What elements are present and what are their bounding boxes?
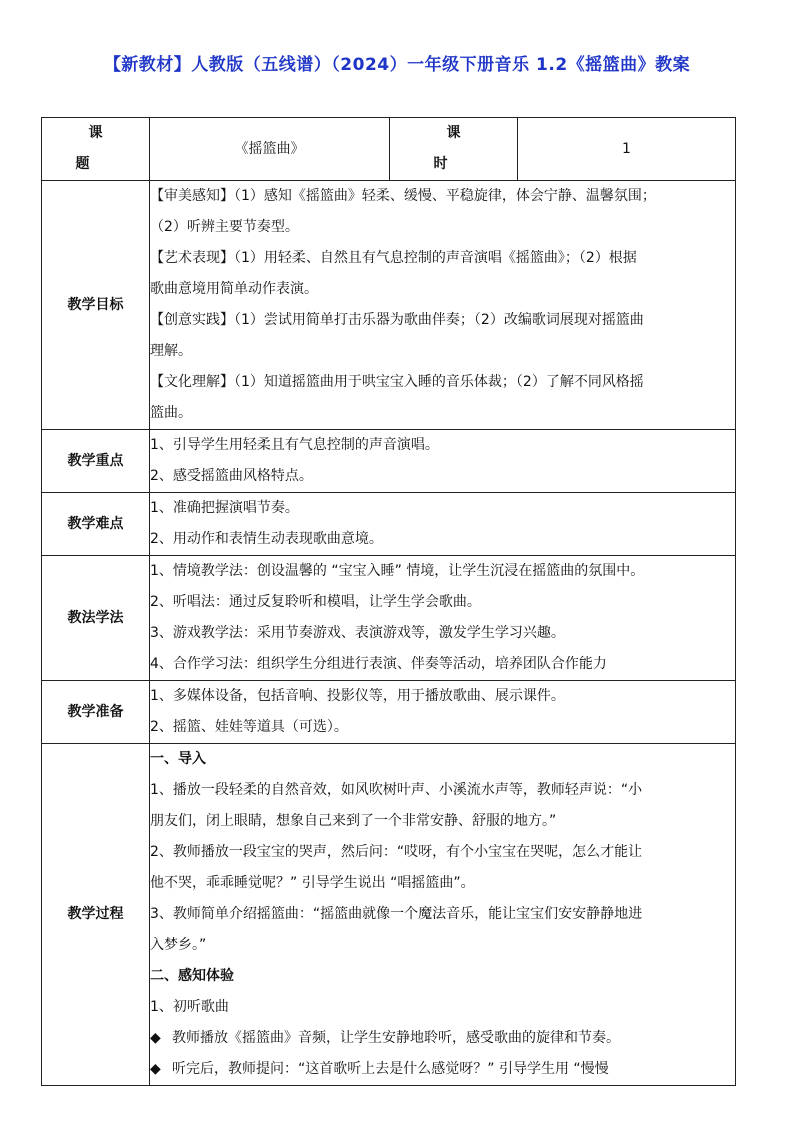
objectives-content <box>150 181 736 430</box>
process-label: 教学过程 <box>42 744 150 1086</box>
key-points-line: 2、感受摇篮曲风格特点。 <box>150 468 313 484</box>
process-row <box>42 744 736 1086</box>
diamond-bullet-icon: ◆ <box>150 1061 161 1077</box>
section-heading: 一、导入 <box>150 751 206 767</box>
objectives-line: 理解。 <box>150 343 192 359</box>
bullet-item <box>150 1054 735 1085</box>
key-points-line: 1、引导学生用轻柔且有气息控制的声音演唱。 <box>150 437 439 453</box>
hours-value: 1 <box>518 118 736 181</box>
methods-line: 2、听唱法：通过反复聆听和模唱，让学生学会歌曲。 <box>150 594 481 610</box>
methods-row <box>42 556 736 681</box>
key-points-content <box>150 430 736 493</box>
difficulties-content <box>150 493 736 556</box>
preparation-line: 1、多媒体设备，包括音响、投影仪等，用于播放歌曲、展示课件。 <box>150 688 565 704</box>
preparation-label: 教学准备 <box>42 681 150 744</box>
lesson-plan-table <box>41 117 736 1086</box>
bullet-text: 教师播放《摇篮曲》音频，让学生安静地聆听，感受歌曲的旋律和节奏。 <box>172 1030 620 1046</box>
process-line: 2、教师播放一段宝宝的哭声，然后问：“哎呀，有个小宝宝在哭呢，怎么才能让 <box>150 844 643 860</box>
process-line: 入梦乡。” <box>150 937 207 953</box>
process-subheading: 1、初听歌曲 <box>150 999 229 1015</box>
section-heading: 二、感知体验 <box>150 968 234 984</box>
diamond-bullet-icon: ◆ <box>150 1030 161 1046</box>
methods-line: 1、情境教学法：创设温馨的 “宝宝入睡” 情境，让学生沉浸在摇篮曲的氛围中。 <box>150 563 645 579</box>
methods-line: 3、游戏教学法：采用节奏游戏、表演游戏等，激发学生学习兴趣。 <box>150 625 565 641</box>
bullet-item <box>150 1023 735 1054</box>
hours-label: 课 时 <box>390 118 518 181</box>
topic-value: 《摇篮曲》 <box>150 118 390 181</box>
difficulties-line: 2、用动作和表情生动表现歌曲意境。 <box>150 531 383 547</box>
objectives-line: 【文化理解】（1）知道摇篮曲用于哄宝宝入睡的音乐体裁；（2）了解不同风格摇 <box>150 374 644 390</box>
methods-content <box>150 556 736 681</box>
header-row <box>42 118 736 181</box>
difficulties-line: 1、准确把握演唱节奏。 <box>150 500 299 516</box>
key-points-label: 教学重点 <box>42 430 150 493</box>
preparation-row <box>42 681 736 744</box>
process-line: 朋友们，闭上眼睛，想象自己来到了一个非常安静、舒服的地方。” <box>150 813 557 829</box>
difficulties-row <box>42 493 736 556</box>
objectives-line: （2）听辨主要节奏型。 <box>150 219 299 235</box>
methods-line: 4、合作学习法：组织学生分组进行表演、伴奏等活动，培养团队合作能力 <box>150 656 607 672</box>
objectives-line: 【艺术表现】（1）用轻柔、自然且有气息控制的声音演唱《摇篮曲》；（2）根据 <box>150 250 637 266</box>
difficulties-label: 教学难点 <box>42 493 150 556</box>
process-content <box>150 744 736 1086</box>
topic-label: 课 题 <box>42 118 150 181</box>
key-points-row <box>42 430 736 493</box>
document-title: 【新教材】人教版（五线谱）（2024）一年级下册音乐 1.2《摇篮曲》教案 <box>103 55 691 75</box>
preparation-content <box>150 681 736 744</box>
objectives-line: 【创意实践】（1）尝试用简单打击乐器为歌曲伴奏；（2）改编歌词展现对摇篮曲 <box>150 312 644 328</box>
process-line: 他不哭，乖乖睡觉呢？” 引导学生说出 “唱摇篮曲”。 <box>150 875 475 891</box>
process-line: 3、教师简单介绍摇篮曲：“摇篮曲就像一个魔法音乐，能让宝宝们安安静静地进 <box>150 906 643 922</box>
process-line: 1、播放一段轻柔的自然音效，如风吹树叶声、小溪流水声等，教师轻声说：“小 <box>150 782 643 798</box>
objectives-line: 【审美感知】（1）感知《摇篮曲》轻柔、缓慢、平稳旋律，体会宁静、温馨氛围； <box>150 188 656 204</box>
preparation-line: 2、摇篮、娃娃等道具（可选）。 <box>150 719 348 735</box>
objectives-label: 教学目标 <box>42 181 150 430</box>
objectives-row <box>42 181 736 430</box>
objectives-line: 篮曲。 <box>150 405 192 421</box>
objectives-line: 歌曲意境用简单动作表演。 <box>150 281 318 297</box>
bullet-text: 听完后，教师提问：“这首歌听上去是什么感觉呀？” 引导学生用 “慢慢 <box>172 1061 609 1077</box>
methods-label: 教法学法 <box>42 556 150 681</box>
